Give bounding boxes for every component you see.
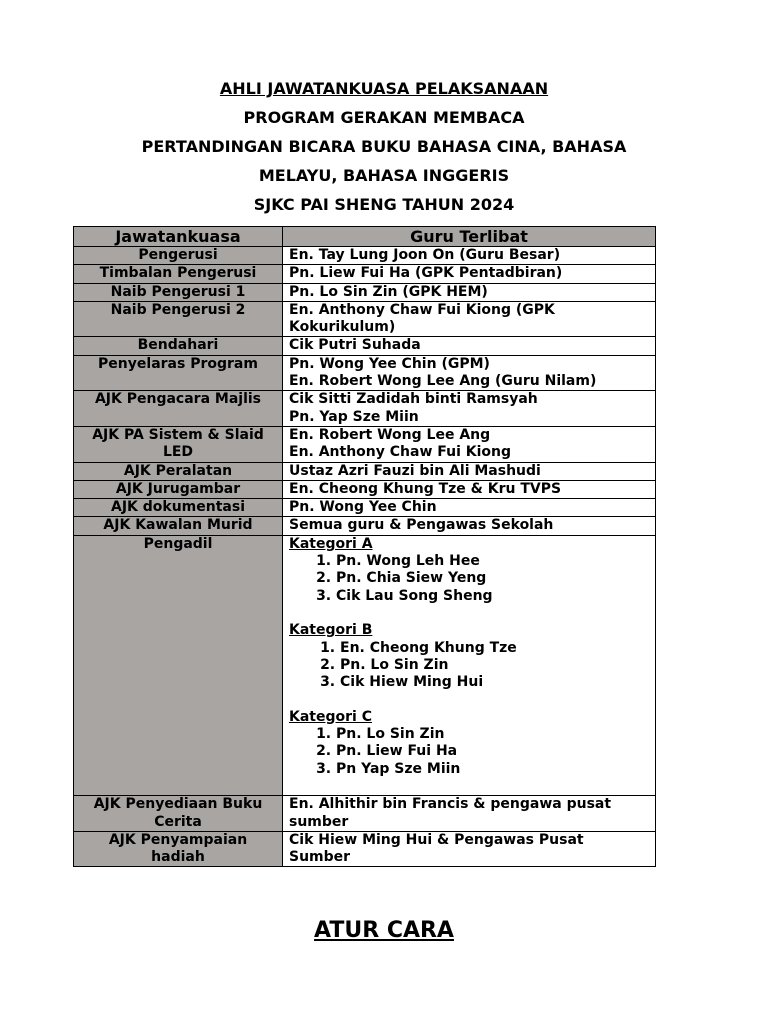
table-row <box>74 796 656 832</box>
teacher-line: En. Cheong Khung Tze & Kru TVPS <box>289 480 562 497</box>
teacher-line: Cik Putri Suhada <box>289 337 421 354</box>
teacher-cell <box>283 499 656 517</box>
atur-cara-title: ATUR CARA <box>314 918 454 943</box>
teacher-line: En. Alhithir bin Francis & pengawa pusat <box>289 796 612 813</box>
header-role: Jawatankuasa <box>74 227 283 247</box>
table-row <box>74 499 656 517</box>
table-row <box>74 265 656 283</box>
table-row <box>74 480 656 498</box>
teacher-cell <box>283 480 656 498</box>
role-cell: Timbalan Pengerusi <box>74 265 283 283</box>
teacher-line: En. Robert Wong Lee Ang (Guru Nilam) <box>289 373 597 390</box>
teacher-line: En. Tay Lung Joon On (Guru Besar) <box>289 247 561 263</box>
table-header-row <box>74 227 656 247</box>
role-cell: AJK dokumentasi <box>74 499 283 517</box>
judges-section <box>74 535 656 795</box>
teacher-cell <box>283 391 656 427</box>
teacher-cell <box>283 265 656 283</box>
teacher-cell <box>283 337 656 355</box>
role-cell: AJK Pengacara Majlis <box>74 391 283 427</box>
teacher-line: Ustaz Azri Fauzi bin Ali Mashudi <box>289 462 541 479</box>
category-list <box>289 553 649 605</box>
role-cell: AJK Peralatan <box>74 462 283 480</box>
category-title: Kategori A <box>289 535 373 552</box>
table-body-after <box>74 796 656 867</box>
role-cell: AJK Penyediaan Buku Cerita <box>74 796 283 832</box>
role-cell: AJK Kawalan Murid <box>74 517 283 535</box>
heading-line-1: AHLI JAWATANKUASA PELAKSANAAN <box>219 79 549 98</box>
table-row <box>74 535 656 795</box>
judges-cell <box>283 535 656 795</box>
teacher-cell <box>283 283 656 301</box>
teacher-line: Pn. Yap Sze Miin <box>289 408 419 425</box>
teacher-line: Kokurikulum) <box>289 319 396 336</box>
judge-item: 3. Pn Yap Sze Miin <box>336 761 649 778</box>
judge-item: 3. Cik Hiew Ming Hui <box>340 674 649 691</box>
teacher-cell <box>283 355 656 391</box>
judge-item: 3. Cik Lau Song Sheng <box>336 588 649 605</box>
teacher-line: En. Anthony Chaw Fui Kiong (GPK <box>289 301 555 318</box>
table-row <box>74 247 656 265</box>
teacher-line: sumber <box>289 813 349 830</box>
category-title: Kategori B <box>289 622 373 639</box>
role-cell: Pengerusi <box>74 247 283 265</box>
teacher-cell <box>283 517 656 535</box>
table-body <box>74 247 656 536</box>
table-row <box>74 426 656 462</box>
table-row <box>74 301 656 337</box>
judge-item: 1. Pn. Lo Sin Zin <box>336 726 649 743</box>
category-list <box>289 726 649 778</box>
judge-item: 2. Pn. Chia Siew Yeng <box>336 570 649 587</box>
role-cell: AJK Jurugambar <box>74 480 283 498</box>
teacher-line: Cik Sitti Zadidah binti Ramsyah <box>289 391 538 408</box>
teacher-cell <box>283 426 656 462</box>
category-title: Kategori C <box>289 708 372 725</box>
judge-item: 2. Pn. Liew Fui Ha <box>336 743 649 760</box>
heading-line-2: PROGRAM GERAKAN MEMBACA <box>243 108 525 127</box>
table-row <box>74 337 656 355</box>
heading-line-3: PERTANDINGAN BICARA BUKU BAHASA CINA, BAHASA <box>141 137 627 156</box>
header-teacher: Guru Terlibat <box>283 227 656 247</box>
heading-line-4: MELAYU, BAHASA INGGERIS <box>258 166 510 185</box>
teacher-cell <box>283 796 656 832</box>
teacher-line: En. Robert Wong Lee Ang <box>289 426 491 443</box>
role-cell: AJK PA Sistem & Slaid LED <box>74 426 283 462</box>
teacher-line: Semua guru & Pengawas Sekolah <box>289 517 554 534</box>
table-row <box>74 462 656 480</box>
teacher-line: Pn. Wong Yee Chin (GPM) <box>289 355 490 372</box>
teacher-line: En. Anthony Chaw Fui Kiong <box>289 444 512 461</box>
teacher-line: Pn. Wong Yee Chin <box>289 499 437 516</box>
committee-table <box>73 226 656 867</box>
role-cell: Naib Pengerusi 2 <box>74 301 283 337</box>
teacher-cell <box>283 301 656 337</box>
judge-item: 2. Pn. Lo Sin Zin <box>340 657 649 674</box>
table-row <box>74 391 656 427</box>
document-heading <box>0 74 768 219</box>
table-row <box>74 517 656 535</box>
role-cell: Pengadil <box>74 535 283 795</box>
category-list <box>289 640 649 692</box>
table-row <box>74 283 656 301</box>
judge-item: 1. Pn. Wong Leh Hee <box>336 553 649 570</box>
teacher-line: Sumber <box>289 849 351 866</box>
teacher-cell <box>283 462 656 480</box>
table-row <box>74 831 656 867</box>
heading-line-5: SJKC PAI SHENG TAHUN 2024 <box>253 195 515 214</box>
role-cell: AJK Penyampaian hadiah <box>74 831 283 867</box>
teacher-cell <box>283 247 656 265</box>
teacher-line: Pn. Liew Fui Ha (GPK Pentadbiran) <box>289 265 563 282</box>
role-cell: Penyelaras Program <box>74 355 283 391</box>
teacher-line: Pn. Lo Sin Zin (GPK HEM) <box>289 283 488 300</box>
teacher-cell <box>283 831 656 867</box>
teacher-line: Cik Hiew Ming Hui & Pengawas Pusat <box>289 831 584 848</box>
role-cell: Bendahari <box>74 337 283 355</box>
judge-item: 1. En. Cheong Khung Tze <box>340 640 649 657</box>
table-row <box>74 355 656 391</box>
role-cell: Naib Pengerusi 1 <box>74 283 283 301</box>
